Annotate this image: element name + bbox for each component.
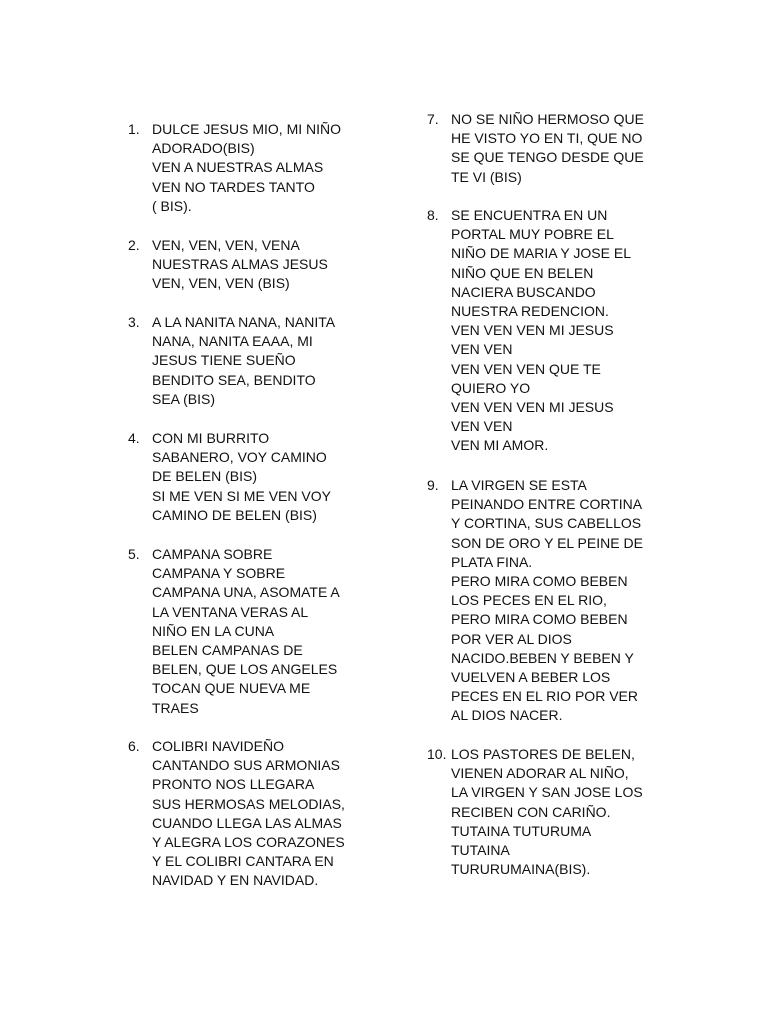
lyric-line: SUS HERMOSAS MELODIAS, bbox=[152, 795, 345, 812]
lyric-line: DE BELEN (BIS) bbox=[152, 468, 258, 485]
lyric-line: VEN NO TARDES TANTO bbox=[152, 178, 315, 195]
lyric-line: SON DE ORO Y EL PEINE DE bbox=[451, 534, 643, 551]
lyric-line: VEN VEN VEN QUE TE bbox=[451, 360, 601, 377]
lyric-line: SE ENCUENTRA EN UN bbox=[451, 207, 608, 223]
lyric-line: VEN, VEN, VEN (BIS) bbox=[152, 275, 290, 292]
lyric-line: TE VI (BIS) bbox=[451, 168, 522, 185]
item-number: 8. bbox=[427, 207, 439, 223]
lyric-line: ( BIS). bbox=[152, 197, 192, 214]
item-number: 1. bbox=[128, 121, 140, 137]
lyric-line: VIENEN ADORAR AL NIÑO, bbox=[451, 765, 629, 782]
lyric-line: NIÑO QUE EN BELEN bbox=[451, 264, 594, 281]
lyric-line: VUELVEN A BEBER LOS bbox=[451, 669, 611, 685]
item-number: 10. bbox=[427, 746, 447, 762]
item-number: 7. bbox=[427, 111, 439, 127]
lyric-line: TRAES bbox=[152, 699, 199, 716]
lyric-line: NANA, NANITA EAAA, MI bbox=[152, 333, 313, 350]
lyric-line: BELEN, QUE LOS ANGELES bbox=[152, 661, 338, 678]
lyric-line: Y ALEGRA LOS CORAZONES bbox=[152, 834, 345, 850]
lyric-line: NAVIDAD Y EN NAVIDAD. bbox=[152, 872, 319, 889]
lyric-line: VEN VEN bbox=[451, 418, 513, 435]
lyric-line: NACIDO.BEBEN Y BEBEN Y bbox=[451, 649, 634, 666]
lyric-line: PEINANDO ENTRE CORTINA bbox=[451, 496, 643, 513]
lyric-line: LOS PASTORES DE BELEN, bbox=[451, 746, 635, 762]
lyric-line: NIÑO DE MARIA Y JOSE EL bbox=[451, 245, 631, 262]
lyric-line: TUTAINA TUTURUMA bbox=[451, 822, 592, 839]
lyric-line: A LA NANITA NANA, NANITA bbox=[152, 314, 336, 330]
lyric-line: VEN MI AMOR. bbox=[451, 437, 549, 454]
lyric-line: PERO MIRA COMO BEBEN bbox=[451, 573, 628, 589]
lyric-line: VEN, VEN, VEN, VENA bbox=[152, 237, 300, 253]
lyric-line: Y EL COLIBRI CANTARA EN bbox=[152, 853, 334, 870]
lyric-line: LA VIRGEN SE ESTA bbox=[451, 477, 587, 493]
lyric-line: PECES EN EL RIO POR VER bbox=[451, 688, 638, 705]
lyric-line: SE QUE TENGO DESDE QUE bbox=[451, 149, 644, 166]
lyric-line: PORTAL MUY POBRE EL bbox=[451, 226, 614, 243]
lyric-line: VEN A NUESTRAS ALMAS bbox=[152, 159, 324, 176]
lyric-line: CAMINO DE BELEN (BIS) bbox=[152, 506, 317, 523]
lyric-line: ADORADO(BIS) bbox=[152, 140, 255, 157]
lyric-line: BENDITO SEA, BENDITO bbox=[152, 371, 316, 388]
lyric-line: CUANDO LLEGA LAS ALMAS bbox=[152, 814, 342, 831]
lyric-line: LOS PECES EN EL RIO, bbox=[451, 592, 607, 609]
lyric-line: CANTANDO SUS ARMONIAS bbox=[152, 757, 340, 774]
lyric-line: HE VISTO YO EN TI, QUE NO bbox=[451, 130, 643, 147]
item-number: 9. bbox=[427, 477, 439, 493]
lyric-line: CAMPANA UNA, ASOMATE A bbox=[152, 584, 340, 601]
item-number: 4. bbox=[128, 430, 140, 446]
lyric-line: NUESTRAS ALMAS JESUS bbox=[152, 256, 328, 273]
lyric-line: CON MI BURRITO bbox=[152, 430, 270, 446]
lyric-line: LA VENTANA VERAS AL bbox=[152, 603, 309, 620]
lyric-line: NIÑO EN LA CUNA bbox=[152, 622, 275, 639]
lyric-line: CAMPANA Y SOBRE bbox=[152, 565, 286, 582]
lyric-line: DULCE JESUS MIO, MI NIÑO bbox=[152, 121, 342, 137]
lyric-line: TOCAN QUE NUEVA ME bbox=[152, 680, 311, 697]
lyric-line: CAMPANA SOBRE bbox=[152, 546, 273, 562]
lyric-line: RECIBEN CON CARIÑO. bbox=[451, 803, 611, 820]
lyric-line: PERO MIRA COMO BEBEN bbox=[451, 611, 628, 628]
item-number: 2. bbox=[128, 237, 140, 253]
lyric-line: AL DIOS NACER. bbox=[451, 707, 563, 724]
lyric-line: TUTAINA bbox=[451, 842, 510, 858]
lyric-line: QUIERO YO bbox=[451, 379, 531, 396]
lyric-line: LA VIRGEN Y SAN JOSE LOS bbox=[451, 784, 643, 801]
lyric-line: SEA (BIS) bbox=[152, 390, 216, 407]
lyric-line: PRONTO NOS LLEGARA bbox=[152, 776, 315, 793]
item-number: 5. bbox=[128, 546, 140, 562]
lyric-line: PLATA FINA. bbox=[451, 553, 533, 570]
lyric-line: NUESTRA REDENCION. bbox=[451, 303, 609, 319]
lyric-line: VEN VEN VEN MI JESUS bbox=[451, 322, 614, 339]
lyric-line: SABANERO, VOY CAMINO bbox=[152, 449, 327, 466]
item-number: 6. bbox=[128, 738, 140, 754]
lyric-line: JESUS TIENE SUEÑO bbox=[152, 352, 296, 369]
lyric-line: NO SE NIÑO HERMOSO QUE bbox=[451, 111, 644, 127]
lyric-line: SI ME VEN SI ME VEN VOY bbox=[152, 487, 331, 504]
lyric-line: Y CORTINA, SUS CABELLOS bbox=[451, 515, 642, 532]
lyric-line: NACIERA BUSCANDO bbox=[451, 283, 596, 300]
lyric-line: COLIBRI NAVIDEÑO bbox=[152, 738, 284, 754]
lyric-line: VEN VEN VEN MI JESUS bbox=[451, 399, 614, 415]
item-number: 3. bbox=[128, 314, 140, 330]
lyric-line: BELEN CAMPANAS DE bbox=[152, 642, 303, 658]
lyric-line: POR VER AL DIOS bbox=[451, 630, 572, 647]
lyric-line: TURURUMAINA(BIS). bbox=[451, 861, 591, 878]
lyric-line: VEN VEN bbox=[451, 341, 513, 358]
